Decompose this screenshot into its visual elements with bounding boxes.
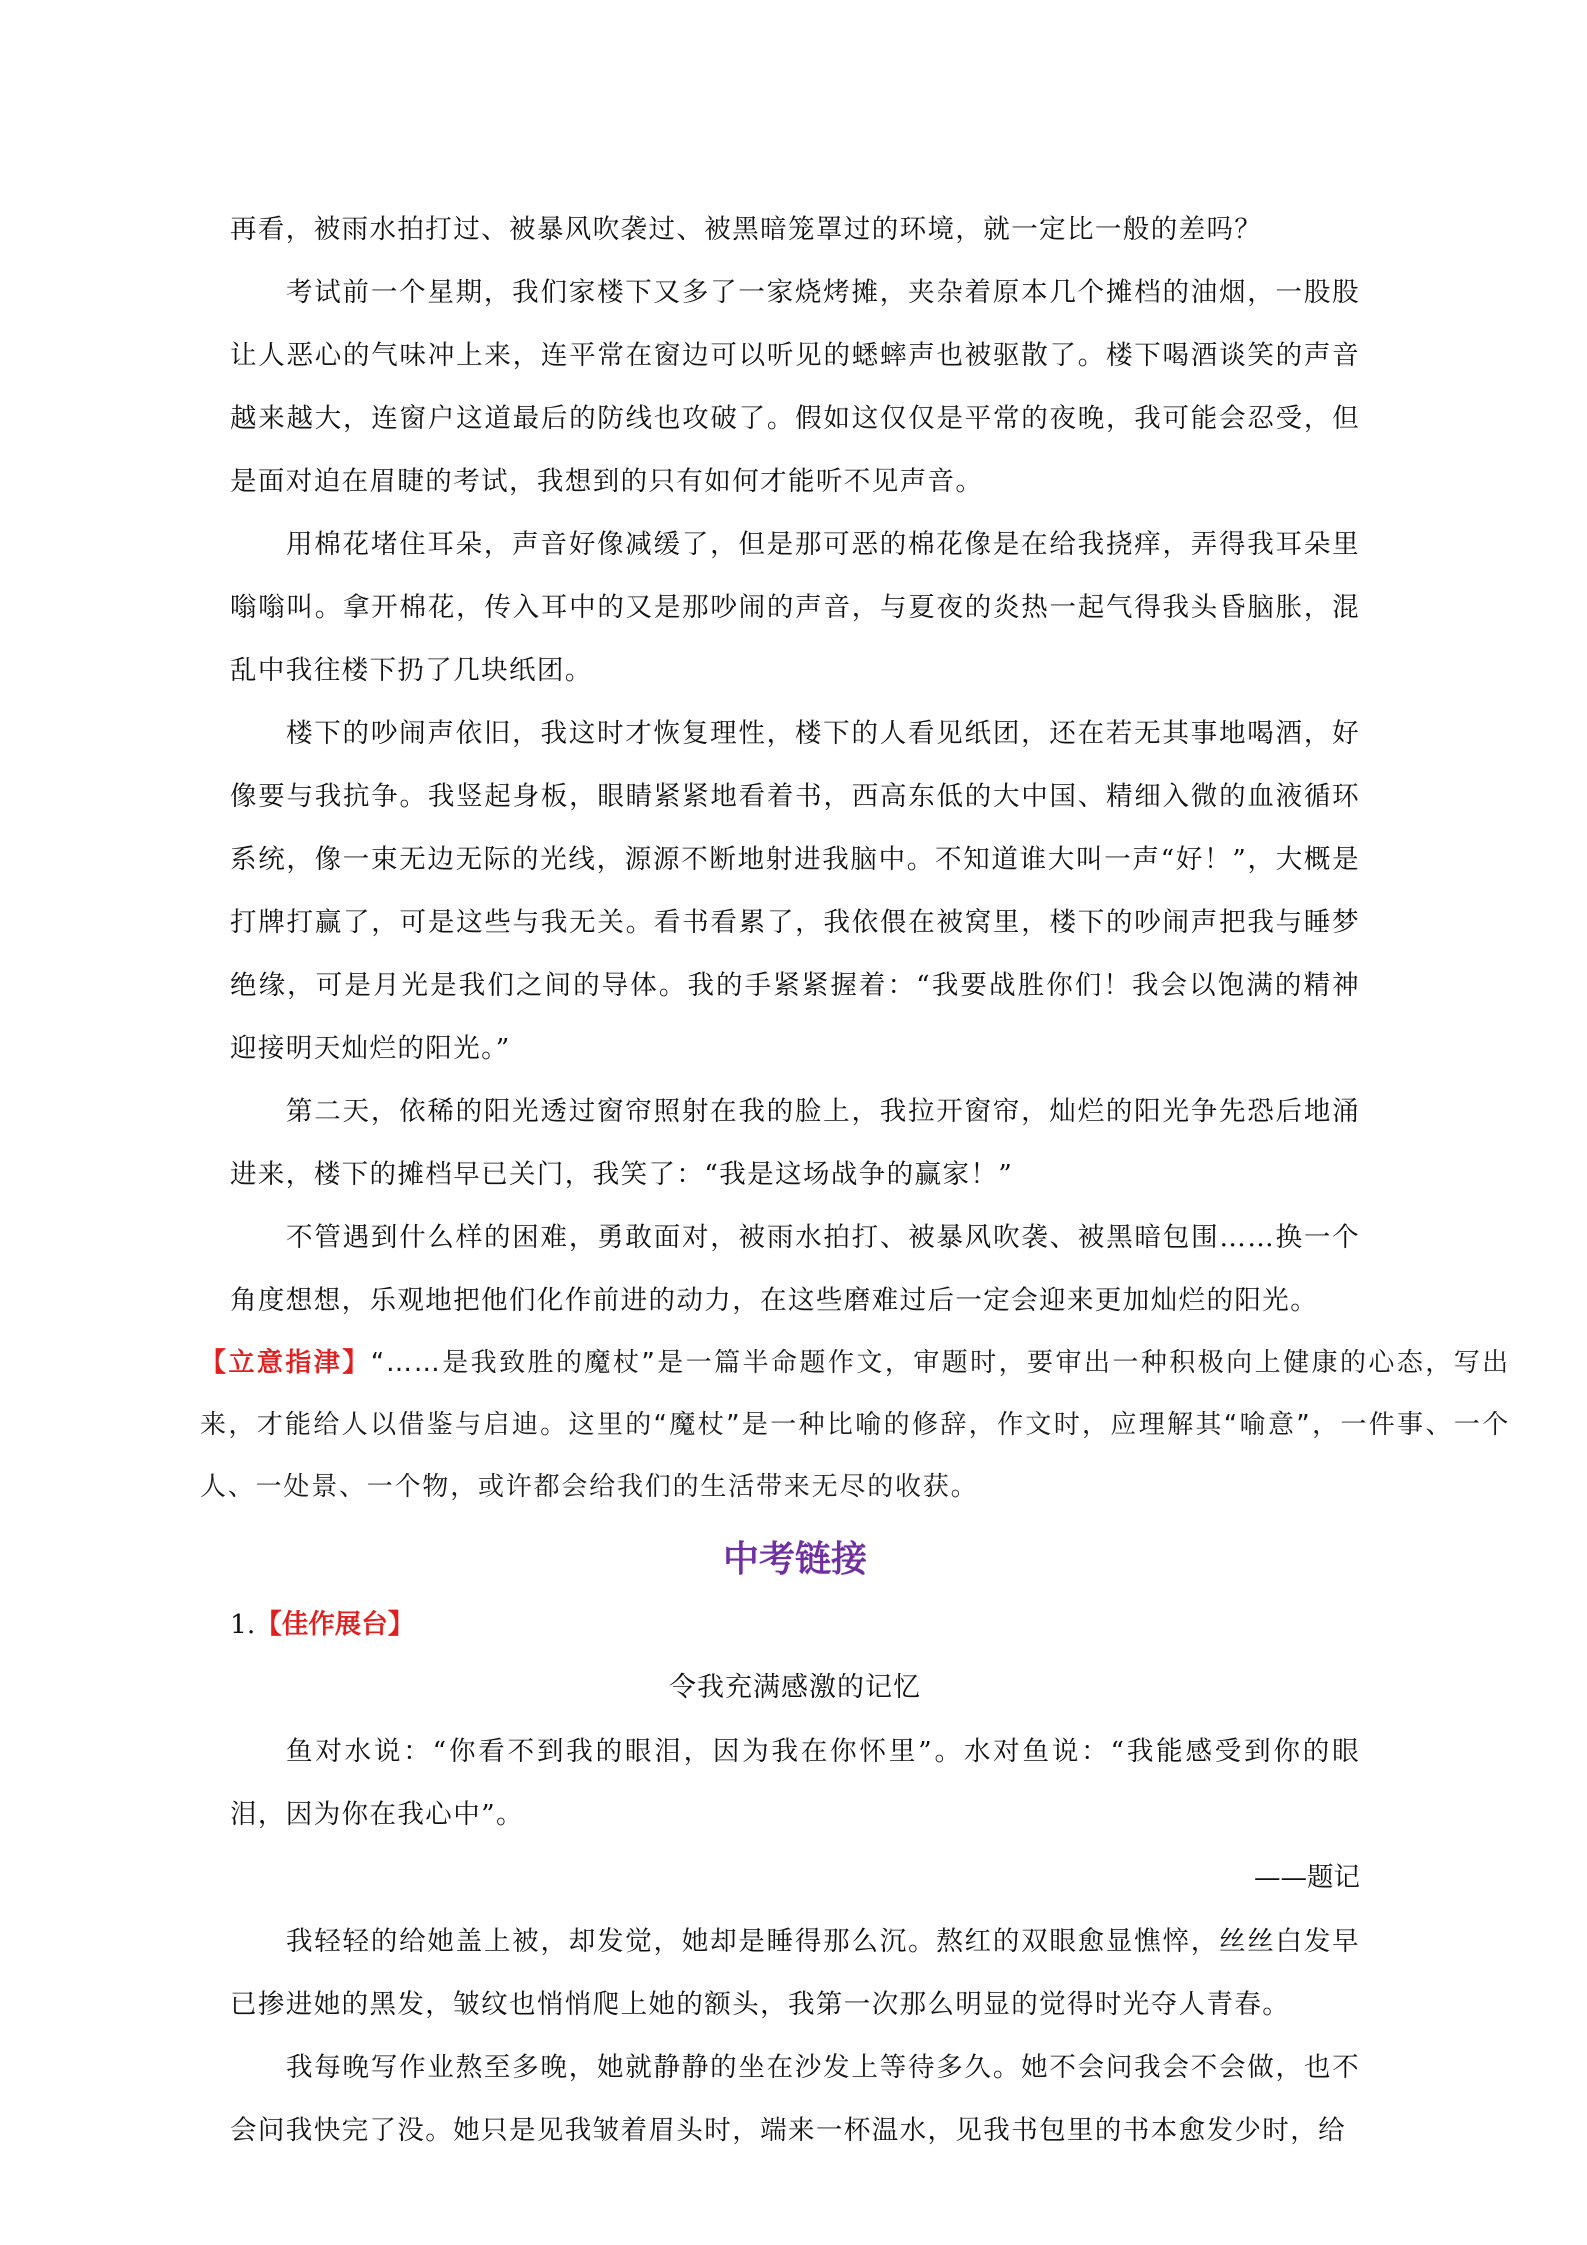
writing-guide-text: “……是我致胜的魔杖”是一篇半命题作文，审题时，要审出一种积极向上健康的心态，写出来，才能给人以借鉴与启迪。这里的“魔杖”是一种比喻的修辞，作文时，应理解其“喻意”，一件事、一个人、一处景、一个物，或许都会给我们的生活带来无尽的收获。 [200, 1348, 1510, 1502]
item-label: 【佳作展台】 [255, 1609, 415, 1640]
item-heading [230, 1594, 1360, 1656]
writing-guide [200, 1332, 1510, 1518]
section-title: 中考链接 [722, 1538, 867, 1580]
body-paragraph-3: 用棉花堵住耳朵，声音好像减缓了，但是那可恶的棉花像是在给我挠痒，弄得我耳朵里嗡嗡叫。拿开棉花，传入耳中的又是那吵闹的声音，与夏夜的炎热一起气得我头昏脑胀，混乱中我往楼下扔了几块纸团。 [230, 529, 1360, 686]
body-paragraph-5: 第二天，依稀的阳光透过窗帘照射在我的脸上，我拉开窗帘，灿烂的阳光争先恐后地涌进来，楼下的摊档早已关门，我笑了：“我是这场战争的赢家！” [230, 1096, 1360, 1190]
essay-signature: ——题记 [1254, 1862, 1360, 1893]
body-paragraph-4: 楼下的吵闹声依旧，我这时才恢复理性，楼下的人看见纸团，还在若无其事地喝酒，好像要与我抗争。我竖起身板，眼睛紧紧地看着书，西高东低的大中国、精细入微的血液循环系统，像一束无边无际的光线，源源不断地射进我脑中。不知道谁大叫一声“好！”，大概是打牌打赢了，可是这些与我无关。看书看累了，我依偎在被窝里，楼下的吵闹声把我与睡梦绝缘，可是月光是我们之间的导体。我的手紧紧握着：“我要战胜你们！我会以饱满的精神迎接明天灿烂的阳光。” [230, 718, 1360, 1064]
essay-title: 令我充满感激的记忆 [669, 1672, 921, 1703]
body-paragraph-2: 考试前一个星期，我们家楼下又多了一家烧烤摊，夹杂着原本几个摊档的油烟，一股股让人恶心的气味冲上来，连平常在窗边可以听见的蟋蟀声也被驱散了。楼下喝酒谈笑的声音越来越大，连窗户这道最后的防线也攻破了。假如这仅仅是平常的夜晚，我可能会忍受，但是面对迫在眉睫的考试，我想到的只有如何才能听不见声音。 [230, 277, 1360, 497]
essay-paragraph-1: 我轻轻的给她盖上被，却发觉，她却是睡得那么沉。熬红的双眼愈显憔悴，丝丝白发早已掺进她的黑发，皱纹也悄悄爬上她的额头，我第一次那么明显的觉得时光夺人青春。 [230, 1926, 1360, 2020]
essay-epigraph: 鱼对水说：“你看不到我的眼泪，因为我在你怀里”。水对鱼说：“我能感受到你的眼泪，因为你在我心中”。 [230, 1736, 1360, 1830]
item-number: 1. [230, 1609, 256, 1640]
essay-paragraph-2: 我每晚写作业熬至多晚，她就静静的坐在沙发上等待多久。她不会问我会不会做，也不会问我快完了没。她只是见我皱着眉头时，端来一杯温水，见我书包里的书本愈发少时，给 [230, 2052, 1360, 2146]
writing-guide-label: 【立意指津】 [200, 1348, 371, 1378]
document-content [200, 198, 1510, 2162]
body-paragraph-1: 再看，被雨水拍打过、被暴风吹袭过、被黑暗笼罩过的环境，就一定比一般的差吗？ [230, 214, 1263, 245]
body-paragraph-6: 不管遇到什么样的困难，勇敢面对，被雨水拍打、被暴风吹袭、被黑暗包围……换一个角度想想，乐观地把他们化作前进的动力，在这些磨难过后一定会迎来更加灿烂的阳光。 [230, 1222, 1360, 1316]
